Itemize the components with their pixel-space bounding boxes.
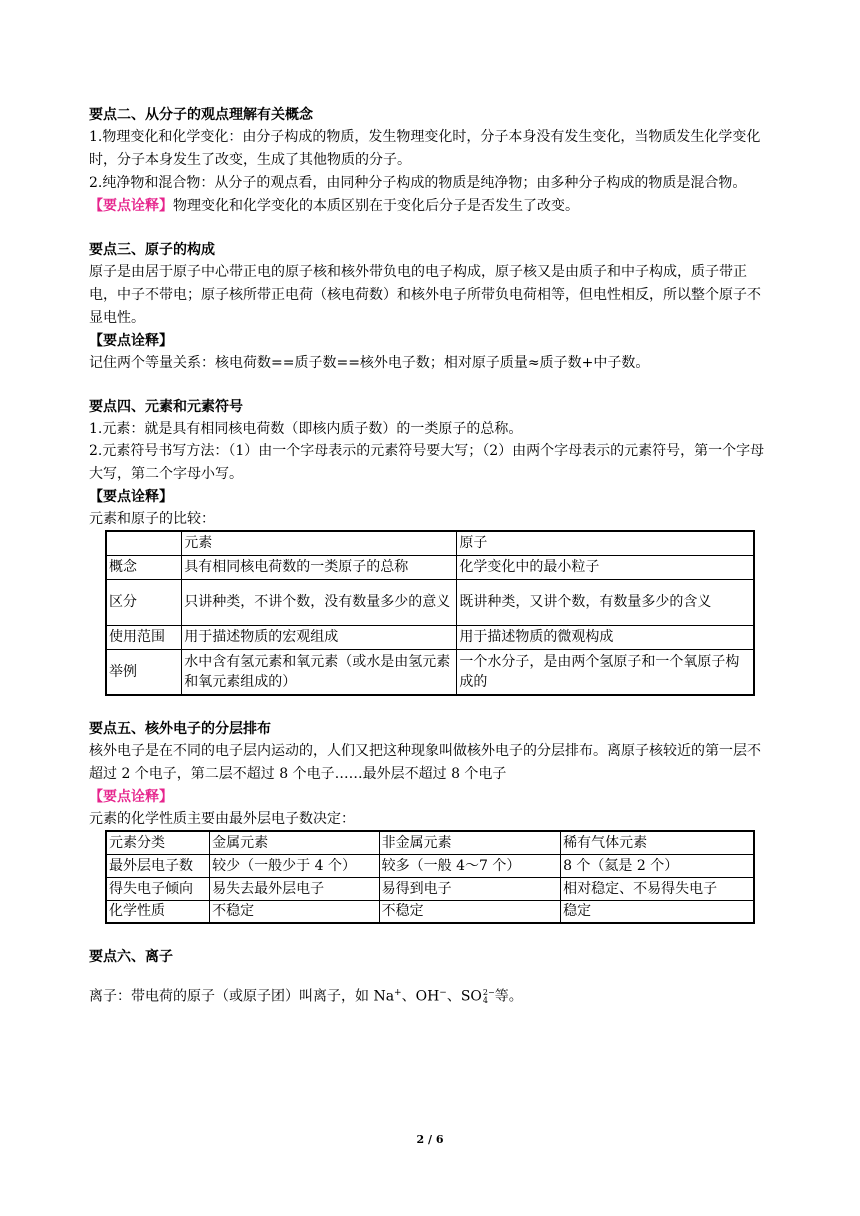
table-header-cell: 稀有气体元素 (561, 831, 754, 854)
table-header-cell: 原子 (457, 531, 754, 555)
table-cell: 一个水分子，是由两个氢原子和一个氧原子构成的 (457, 649, 754, 695)
table-cell: 易得到电子 (379, 877, 560, 900)
table-cell: 区分 (106, 579, 182, 625)
section-3-note-label: 【要点诠释】 (89, 333, 173, 349)
section-2-paragraph-2: 2.纯净物和混合物：从分子的观点看，由同种分子构成的物质是纯净物；由多种分子构成的物质是混合物。 (89, 175, 747, 191)
section-5-paragraph-1: 核外电子是在不同的电子层内运动的，人们又把这种现象叫做核外电子的分层排布。离原子核较近的第一层不超过 2 个电子，第二层不超过 8 个电子……最外层不超过 8 个电子 (89, 743, 761, 782)
element-classification-table (105, 830, 755, 924)
table-row (106, 854, 754, 877)
table-cell: 只讲种类，不讲个数，没有数量多少的意义 (182, 579, 457, 625)
table-cell: 水中含有氢元素和氧元素（或水是由氢元素和氧元素组成的） (182, 649, 457, 695)
table-cell: 不稳定 (379, 900, 560, 923)
oh-charge: − (439, 988, 447, 998)
section-3-paragraph-1: 原子是由居于原子中心带正电的原子核和核外带负电的电子构成，原子核又是由质子和中子构成，质子带正电，中子不带电；原子核所带正电荷（核电荷数）和核外电子所带负电荷相等，但电性相反，所以整个原子不显电性。 (89, 264, 761, 326)
table-cell: 化学性质 (106, 900, 210, 923)
table-cell: 得失电子倾向 (106, 877, 210, 900)
section-5-heading: 要点五、核外电子的分层排布 (89, 721, 271, 737)
ion-text-suffix: 等。 (494, 988, 523, 1005)
section-6-paragraph (89, 982, 774, 1008)
section-2-note (89, 195, 774, 217)
section-3-note-text: 记住两个等量关系：核电荷数==质子数==核外电子数；相对原子质量≈质子数+中子数。 (89, 355, 650, 371)
table-cell: 用于描述物质的微观构成 (457, 625, 754, 649)
table-row (106, 555, 754, 579)
na-charge: + (394, 988, 402, 998)
table-header-cell (106, 531, 182, 555)
table-header-row (106, 531, 754, 555)
section-4-note-label: 【要点诠释】 (89, 489, 173, 505)
table-cell: 较少（一般少于 4 个） (210, 854, 379, 877)
table-cell: 相对稳定、不易得失电子 (561, 877, 754, 900)
so4-charge: 2− (482, 987, 495, 997)
section-2-note-text: 物理变化和化学变化的本质区别在于变化后分子是否发生了改变。 (173, 198, 579, 214)
section-3-heading: 要点三、原子的构成 (89, 242, 215, 258)
document-page (89, 104, 774, 1008)
section-2-paragraph-1: 1.物理变化和化学变化：由分子构成的物质，发生物理变化时，分子本身没有发生变化，当物质发生化学变化时，分子本身发生了改变，生成了其他物质的分子。 (89, 129, 761, 168)
section-6-heading: 要点六、离子 (89, 949, 173, 965)
table-cell: 不稳定 (210, 900, 379, 923)
table-header-cell: 元素分类 (106, 831, 210, 854)
table-cell: 8 个（氦是 2 个） (561, 854, 754, 877)
element-atom-comparison-table (105, 530, 755, 696)
table-header-cell: 金属元素 (210, 831, 379, 854)
section-4-heading: 要点四、元素和元素符号 (89, 399, 243, 415)
ion-separator: 、SO (446, 988, 482, 1005)
table-cell: 易失去最外层电子 (210, 877, 379, 900)
table-cell: 既讲种类，又讲个数，有数量多少的含义 (457, 579, 754, 625)
ion-text-prefix: 离子：带电荷的原子（或原子团）叫离子，如 Na (89, 988, 395, 1005)
section-4-table-intro: 元素和原子的比较： (89, 511, 215, 527)
ion-separator: 、OH (401, 988, 440, 1005)
table-row (106, 579, 754, 625)
sulfate-scripts (483, 989, 495, 1005)
table-cell: 较多（一般 4～7 个） (379, 854, 560, 877)
table-cell: 最外层电子数 (106, 854, 210, 877)
section-2-note-label: 【要点诠释】 (89, 198, 173, 214)
table-cell: 具有相同核电荷数的一类原子的总称 (182, 555, 457, 579)
section-2-heading: 要点二、从分子的观点理解有关概念 (89, 107, 313, 123)
table-row (106, 625, 754, 649)
so4-subscript: 4 (482, 995, 488, 1005)
table-cell: 使用范围 (106, 625, 182, 649)
table-header-cell: 元素 (182, 531, 457, 555)
table-cell: 化学变化中的最小粒子 (457, 555, 754, 579)
section-5-note-label: 【要点诠释】 (89, 789, 173, 805)
table-cell: 举例 (106, 649, 182, 695)
table-cell: 用于描述物质的宏观组成 (182, 625, 457, 649)
table-cell: 稳定 (561, 900, 754, 923)
table-cell: 概念 (106, 555, 182, 579)
table-header-cell: 非金属元素 (379, 831, 560, 854)
page-number: 2 / 6 (416, 1133, 444, 1146)
section-5-table-intro: 元素的化学性质主要由最外层电子数决定： (89, 811, 355, 827)
section-4-paragraph-2: 2.元素符号书写方法：（1）由一个字母表示的元素符号要大写；（2）由两个字母表示的元素符号，第一个字母大写，第二个字母小写。 (89, 443, 765, 482)
table-row (106, 877, 754, 900)
section-4-paragraph-1: 1.元素：就是具有相同核电荷数（即核内质子数）的一类原子的总称。 (89, 421, 523, 437)
table-header-row (106, 831, 754, 854)
table-row (106, 900, 754, 923)
table-row (106, 649, 754, 695)
